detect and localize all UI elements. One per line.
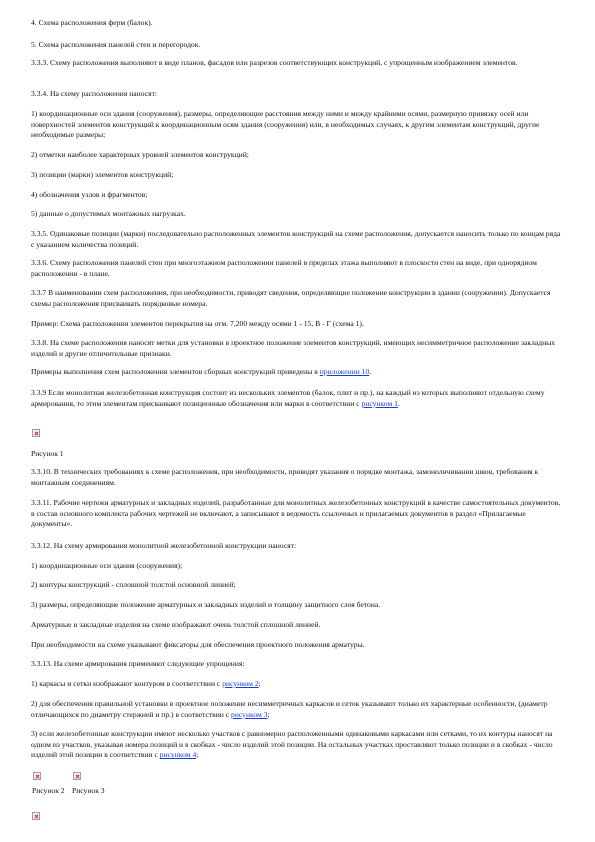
paragraph-3-3-7: 3.3.7 В наименовании схем расположения, при необходимости, приводят сведения, определяющие положение конструкции в здании (сооружении). Допускается схемы расположения присваивать порядковые номера. — [31, 288, 551, 308]
list-item-5b: 5) данные о допустимых монтажных нагрузках. — [31, 209, 186, 218]
simplification-3-text: 3) если железобетонные конструкции имеют несколько участков с равномерно расположенными одинаковыми каркасами или сетками, то их контуры наносят на одном из участков, указывая номера позиций и в скобках - число изделий этой позиции. На остальных участках проставляют только позиции и в скобках - число изделий этой позиции в соответствии с — [31, 729, 553, 760]
list-item-4b: 4) обозначения узлов и фрагментов; — [31, 190, 148, 199]
examples-text-end: . — [369, 367, 372, 376]
example-paragraph: Пример: Схема расположения элементов перекрытия на отм. 7,200 между осями 1 - 15, В - Г (схема 1). — [31, 319, 364, 328]
link-figure-3[interactable]: рисунком 3 — [231, 709, 268, 719]
link-figure-2[interactable]: рисунком 2 — [222, 679, 259, 688]
paragraph-3-3-9-text: 3.3.9 Если монолитная железобетонная конструкция состоит из нескольких элементов (балок, плит и пр.), на каждый из которых выполняют отдельную схему армирования, то этим элементам присваивают позиционные обозначения или марки в соответствии с — [31, 388, 545, 408]
paragraph-3-3-12: 3.3.12. На схему армирования монолитной железобетонной конструкции наносят: — [31, 541, 297, 550]
paragraph-3-3-9 — [31, 388, 564, 409]
list-item-3c: 3) размеры, определяющие положение арматурных и закладных изделий и толщину защитного слоя бетона. — [31, 600, 381, 609]
paragraph-3-3-8: 3.3.8. На схеме расположения наносят метки для установки в проектное положение элементов конструкций, имеющих несимметричное расположение закладных изделий и другие отличительные признаки. — [31, 338, 556, 358]
simplification-2-end: ; — [267, 709, 270, 719]
paragraph-3-3-13: 3.3.13. На схеме армирования применяют следующие упрощения: — [31, 659, 245, 668]
rebar-note: Арматурные и закладные изделия на схеме изображают очень толстой сплошной линией. — [31, 620, 321, 629]
simplification-2-text: 2) для обеспечения правильной установки в проектное положение несимметричных каркасов и сеток указывают только их характерные особенности, (диаметр отличающихся по диаметру стержней и пр.) в соответствии с — [31, 699, 548, 719]
list-item-2c: 2) контуры конструкций - сплошной толстой основной линией; — [31, 580, 236, 589]
fixator-note: При необходимости на схеме указывают фиксаторы для обеспечения проектного положения арматуры. — [31, 640, 365, 649]
paragraph-3-3-4: 3.3.4. На схему расположения наносят: — [31, 89, 157, 98]
broken-image-icon — [33, 772, 41, 780]
paragraph-3-3-10: 3.3.10. В технических требованиях к схеме расположения, при необходимости, приводят указания о порядке монтажа, замоноличивании швов, требования к монтажным соединениям. — [31, 467, 539, 487]
broken-image-icon — [32, 812, 40, 820]
list-item-2: 2) отметки наиболее характерных уровней элементов конструкций; — [31, 150, 249, 159]
simplification-1-end: ; — [258, 679, 261, 688]
link-figure-1[interactable]: рисунком 1 — [361, 398, 398, 408]
list-item-5: 5. Схема расположения панелей стен и перегородок. — [31, 40, 201, 49]
simplification-3-end: ; — [196, 750, 199, 760]
list-item-4: 4. Схема расположения ферм (балок). — [31, 18, 153, 27]
list-item-3: 3) позиции (марки) элементов конструкций; — [31, 170, 174, 179]
simplification-1 — [31, 679, 564, 690]
link-appendix-10[interactable]: приложении 10 — [319, 367, 370, 376]
link-figure-4[interactable]: рисунком 4 — [159, 750, 197, 760]
simplification-2 — [31, 699, 564, 720]
list-item-1: 1) координационные оси здания (сооружения), размеры, определяющие расстояния между ними и между крайними осями, размерную привязку осей или поверхностей элементов конструкций к координационным осям здания (сооружения) или, в необходимых случаях, к другим элементам конструкций, другие необходимые размеры; — [31, 109, 540, 140]
figure-1-caption: Рисунок 1 — [31, 449, 64, 458]
broken-image-icon — [32, 429, 40, 437]
examples-text: Примеры выполнения схем расположения элементов сборных конструкций приведены в — [31, 367, 320, 376]
paragraph-3-3-3: 3.3.3. Схему расположения выполняют в виде планов, фасадов или разрезов соответствующих конструкций, с упрощенным изображением элементов. — [31, 58, 518, 67]
examples-paragraph — [31, 367, 564, 378]
figure-3-caption: Рисунок 3 — [72, 786, 105, 795]
list-item-1c: 1) координационные оси здания (сооружения); — [31, 561, 183, 570]
paragraph-3-3-11: 3.3.11. Рабочие чертежи арматурных и закладных изделий, разработанные для монолитных железобетонных конструкций в качестве самостоятельных документов, в состав основного комплекта рабочих чертежей не включают, а записывают в ведомость ссылочных и прилагаемых документов в раздел «Прилагаемые документы». — [31, 498, 561, 529]
paragraph-3-3-5: 3.3.5. Одинаковые позиции (марки) последовательно расположенных элементов конструкций на схеме расположения, допускается наносить только по концам ряда с указанием количества позиций. — [31, 229, 561, 249]
simplification-3 — [31, 729, 564, 761]
broken-image-icon — [73, 772, 81, 780]
figure-2-caption: Рисунок 2 — [32, 786, 65, 795]
simplification-1-text: 1) каркасы и сетки изображают контуром в соответствии с — [31, 679, 223, 688]
paragraph-3-3-9-end: . — [397, 398, 400, 408]
paragraph-3-3-6: 3.3.6. Схему расположения панелей стен при многоэтажном расположении панелей в пределах этажа выполняют в плоскости стен на виде, при однорядном расположении - в плане. — [31, 258, 537, 278]
